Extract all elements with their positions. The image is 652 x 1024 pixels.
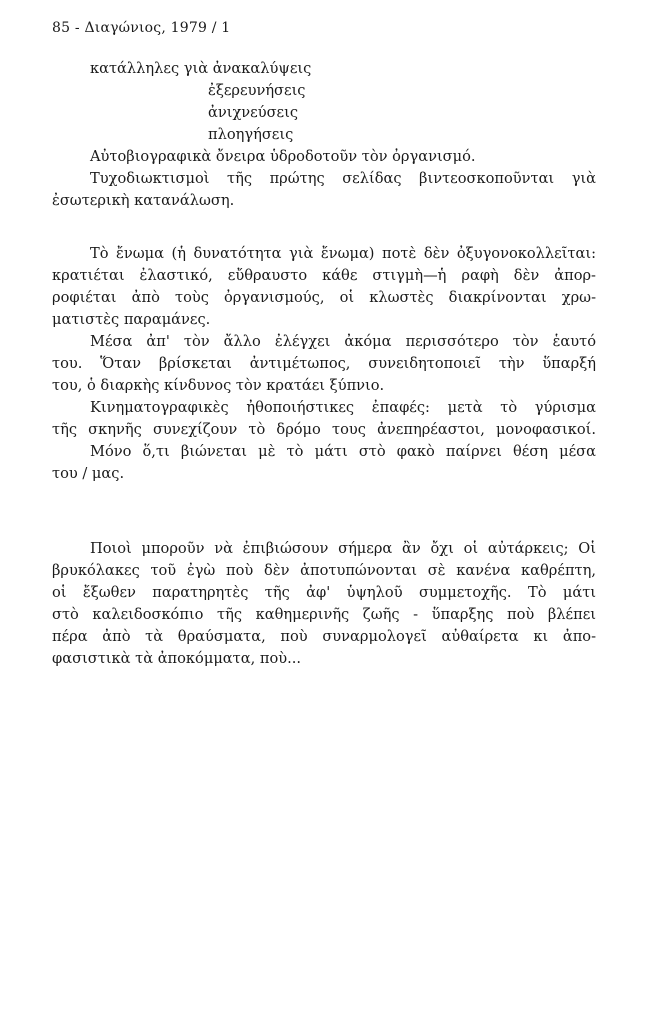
text-line: πλοηγήσεις bbox=[208, 126, 294, 143]
text-line: Τυχοδιωκτισμοὶ τῆς πρώτης σελίδας βιντεοσκοποῦνται γιὰ bbox=[90, 170, 596, 187]
text-line: βρυκόλακες τοῦ ἐγὼ ποὺ δὲν ἀποτυπώνονται σὲ κανένα καθρέπτη, bbox=[52, 562, 596, 579]
text-line: στὸ καλειδοσκόπιο τῆς καθημερινῆς ζωῆς - ὕπαρξης ποὺ βλέπει bbox=[52, 606, 596, 623]
text-line: κατάλληλες γιὰ ἀνακαλύψεις bbox=[90, 60, 312, 77]
text-line: πέρα ἀπὸ τὰ θραύσματα, ποὺ συναρμολογεῖ αὐθαίρετα κι ἀπο- bbox=[52, 628, 596, 645]
text-line: τῆς σκηνῆς συνεχίζουν τὸ δρόμο τους ἀνεπηρέαστοι, μονοφασικοί. bbox=[52, 421, 596, 438]
text-line: ἐσωτερικὴ κατανάλωση. bbox=[52, 192, 235, 209]
text-line: Μόνο ὅ,τι βιώνεται μὲ τὸ μάτι στὸ φακὸ παίρνει θέση μέσα bbox=[90, 443, 596, 460]
text-line: φασιστικὰ τὰ ἀποκόμματα, ποὺ... bbox=[52, 650, 302, 667]
text-line: Ποιοὶ μποροῦν νὰ ἐπιβιώσουν σήμερα ἂν ὄχι οἱ αὐτάρκεις; Οἱ bbox=[90, 540, 596, 557]
text-line: Τὸ ἔνωμα (ἡ δυνατότητα γιὰ ἔνωμα) ποτὲ δὲν ὀξυγονοκολλεῖται: bbox=[90, 245, 596, 262]
text-line: του / μας. bbox=[52, 465, 125, 482]
text-line: ἐξερευνήσεις bbox=[208, 82, 306, 99]
page-header: 85 - Διαγώνιος, 1979 / 1 bbox=[52, 20, 231, 36]
text-line: ματιστὲς παραμάνες. bbox=[52, 311, 211, 328]
text-line: του. Ὅταν βρίσκεται ἀντιμέτωπος, συνειδητοποιεῖ τὴν ὕπαρξή bbox=[52, 355, 596, 372]
text-line: κρατιέται ἐλαστικό, εὔθραυστο κάθε στιγμὴ—ἡ ραφὴ δὲν ἀπορ- bbox=[52, 267, 596, 284]
text-line: ροφιέται ἀπὸ τοὺς ὀργανισμούς, οἱ κλωστὲς διακρίνονται χρω- bbox=[52, 289, 596, 306]
text-line: Αὐτοβιογραφικὰ ὄνειρα ὑδροδοτοῦν τὸν ὀργανισμό. bbox=[90, 148, 476, 165]
text-line: ἀνιχνεύσεις bbox=[208, 104, 299, 121]
text-line: του, ὁ διαρκὴς κίνδυνος τὸν κρατάει ξύπνιο. bbox=[52, 377, 385, 394]
text-line: Μέσα ἀπ' τὸν ἄλλο ἐλέγχει ἀκόμα περισσότερο τὸν ἑαυτό bbox=[90, 333, 596, 350]
text-line: Κινηματογραφικὲς ἠθοποιήστικες ἐπαφές: μετὰ τὸ γύρισμα bbox=[90, 399, 596, 416]
text-line: οἱ ἔξωθεν παρατηρητὲς τῆς ἀφ' ὑψηλοῦ συμμετοχῆς. Τὸ μάτι bbox=[52, 584, 596, 601]
